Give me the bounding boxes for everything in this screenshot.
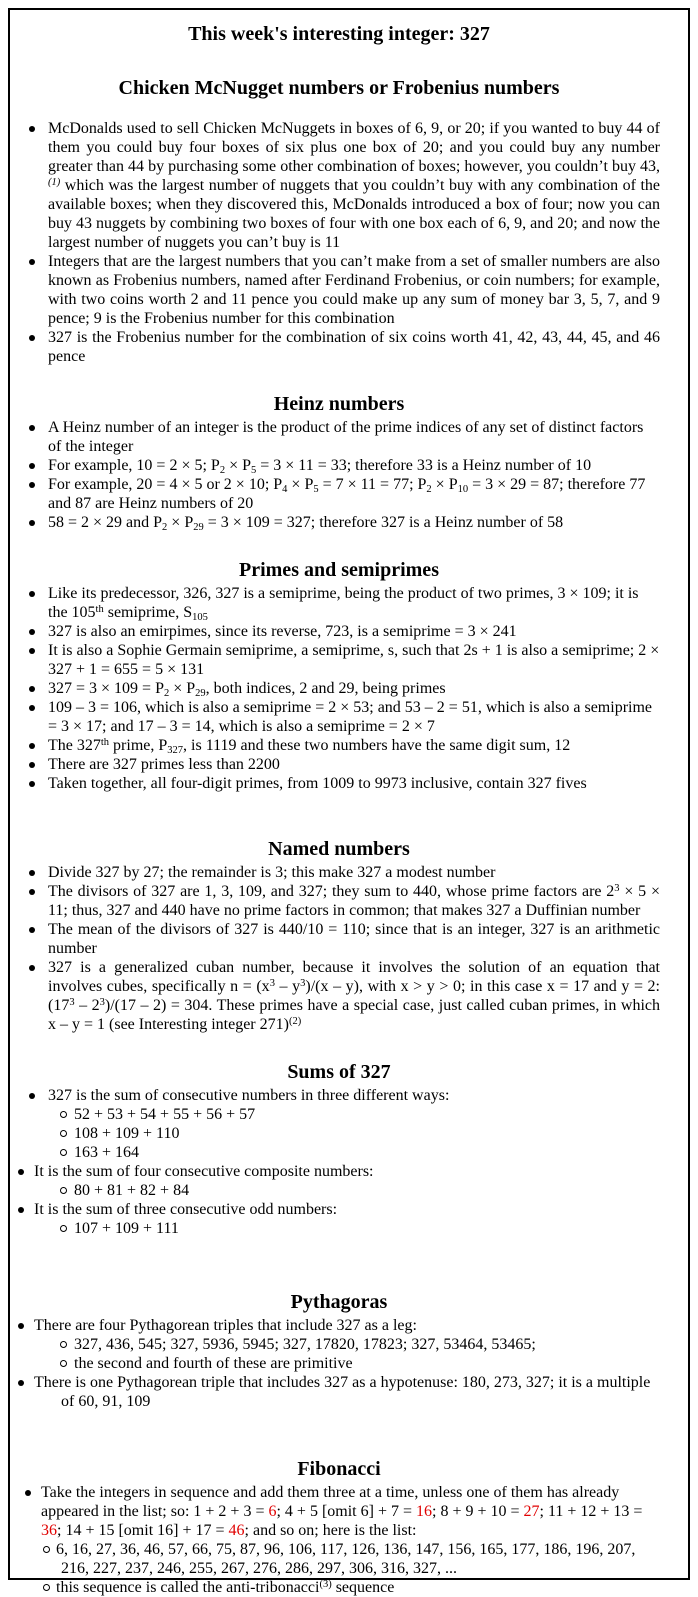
bullet-text: [41, 1484, 642, 1539]
sub-bullet-item: [18, 1181, 660, 1200]
text-run: )/(x – y), with x > y > 0; in this case x = 17 and y = 2: (17: [48, 978, 661, 1014]
text-run: There are 327 primes less than 2200: [48, 756, 280, 773]
section-sums: [18, 1060, 660, 1238]
text-run: × P: [167, 514, 194, 531]
subscript: 29: [195, 688, 206, 699]
text-run: × 5 × 11; thus, 327 and 440 have no prime factors in common; that makes 327 a Duffinian number: [48, 883, 660, 919]
highlighted-number: 6: [268, 1503, 277, 1520]
superscript: 3: [69, 997, 75, 1008]
bullet-text: [48, 699, 652, 735]
text-run: 107 + 109 + 111: [74, 1220, 179, 1237]
bullet-text: [74, 1125, 179, 1142]
bullet-text: [48, 623, 517, 640]
section-fibonacci: [18, 1457, 660, 1597]
text-run: There are four Pythagorean triples that include 327 as a leg:: [34, 1317, 417, 1334]
superscript: 3: [99, 997, 105, 1008]
text-run: × P: [225, 457, 251, 474]
bullet-text: [48, 756, 280, 773]
text-run: 327 is also an emirpimes, since its reverse, 723, is a semiprime = 3 × 241: [48, 623, 517, 640]
section-named: [18, 837, 660, 1034]
section-heading: Heinz numbers: [273, 393, 405, 415]
text-run: ; 14 + 15 [omit 16] + 17 =: [57, 1522, 229, 1539]
subscript: 2: [163, 688, 170, 699]
disc-bullet-icon: [29, 259, 35, 265]
superscript: (2): [288, 1016, 302, 1027]
document-body: [18, 76, 660, 1597]
bullet-item: [18, 755, 660, 774]
bullet-text: [74, 1144, 139, 1161]
disc-bullet-icon: [29, 591, 35, 597]
bullet-text: [48, 476, 645, 512]
disc-bullet-icon: [18, 1207, 24, 1213]
text-run: = 3 × 109 = 327; therefore 327 is a Heinz number of 58: [203, 514, 564, 531]
sub-bullet-item: [18, 1124, 660, 1143]
text-run: For example, 20 = 4 × 5 or 2 × 10; P: [48, 476, 283, 493]
superscript: (1): [48, 177, 61, 188]
disc-bullet-icon: [29, 762, 35, 768]
disc-bullet-icon: [29, 126, 35, 132]
bullet-item: [18, 736, 660, 755]
text-run: ; 4 + 5 [omit 6] + 7 =: [276, 1503, 416, 1520]
sub-bullet-item: [18, 1219, 660, 1238]
subscript: 10: [457, 484, 469, 495]
bullet-text: [48, 419, 643, 455]
text-run: Take the integers in sequence and add them three at a time, unless one of them has already appeared in the list; so: 1 + 2 + 3 =: [41, 1484, 620, 1520]
superscript: 3: [300, 978, 306, 989]
disc-bullet-icon: [29, 463, 35, 469]
disc-bullet-icon: [18, 1169, 24, 1175]
disc-bullet-icon: [29, 927, 35, 933]
text-run: which was the largest number of nuggets that you couldn’t buy with any combination of the available boxes; when they discovered this, McDonalds introduced a box of four; now you can buy 43 nuggets by combining two boxes of four with one box each of 6, 9, and 20; and now the largest number of nuggets you can’t buy is 11: [48, 177, 660, 251]
text-run: , is 1119 and these two numbers have the same digit sum, 12: [183, 737, 571, 754]
bullet-text: [74, 1106, 255, 1123]
text-run: – 2: [74, 997, 100, 1014]
subscript: 105: [192, 612, 208, 623]
sub-bullet-item: [18, 1143, 660, 1162]
bullet-item: [18, 456, 660, 475]
circle-bullet-icon: [43, 1546, 50, 1553]
disc-bullet-icon: [29, 335, 35, 341]
text-run: 109 – 3 = 106, which is also a semiprime = 2 × 53; and 53 – 2 = 51, which is also a semiprime = 3 × 17; and 17 – 3 = 14, which is also a semiprime = 2 × 7: [48, 699, 653, 735]
circle-bullet-icon: [60, 1225, 67, 1232]
disc-bullet-icon: [29, 686, 35, 692]
disc-bullet-icon: [29, 743, 35, 749]
text-run: It is the sum of three consecutive odd numbers:: [34, 1201, 338, 1218]
bullet-text: [48, 329, 660, 365]
document-border-box: [8, 8, 690, 1596]
bullet-text: [56, 1579, 394, 1596]
text-run: this sequence is called the anti-tribonacci: [56, 1579, 320, 1596]
highlighted-number: 16: [416, 1503, 432, 1520]
superscript: 3: [614, 883, 620, 894]
bullet-text: [48, 864, 495, 881]
text-run: Like its predecessor, 326, 327 is a semiprime, being the product of two primes, 3 × 109; it is the 105: [48, 585, 639, 621]
section-primes: [18, 558, 660, 793]
circle-bullet-icon: [60, 1149, 67, 1156]
text-run: There is one Pythagorean triple that includes 327 as a hypotenuse: 180, 273, 327; it is a multiple of 60, 91, 109: [34, 1374, 651, 1410]
disc-bullet-icon: [29, 965, 35, 971]
text-run: 80 + 81 + 82 + 84: [74, 1182, 190, 1199]
text-run: 327 is the sum of consecutive numbers in three different ways:: [48, 1087, 450, 1104]
disc-bullet-icon: [29, 425, 35, 431]
text-run: sequence: [331, 1579, 395, 1596]
text-run: ; and so on; here is the list:: [244, 1522, 417, 1539]
bullet-text: [48, 253, 660, 327]
bullet-item: [18, 882, 660, 920]
superscript: 3: [269, 978, 275, 989]
section-heading: Named numbers: [268, 838, 410, 860]
superscript: (3): [319, 1579, 332, 1590]
section-heading: Primes and semiprimes: [239, 559, 439, 581]
bullet-text: [74, 1220, 179, 1237]
subscript: 5: [250, 465, 257, 476]
superscript: th: [95, 604, 104, 615]
bullet-item: [18, 698, 660, 736]
disc-bullet-icon: [29, 629, 35, 635]
text-run: It is the sum of four consecutive composite numbers:: [34, 1163, 374, 1180]
bullet-item: [18, 679, 660, 698]
disc-bullet-icon: [29, 889, 35, 895]
disc-bullet-icon: [18, 1323, 24, 1329]
text-run: 327 = 3 × 109 = P: [48, 680, 164, 697]
bullet-text: [34, 1201, 337, 1218]
section-heading: Sums of 327: [287, 1061, 391, 1083]
text-run: 327 is the Frobenius number for the combination of six coins worth 41, 42, 43, 44, 45, and 46 pence: [48, 329, 660, 365]
section-heinz: [18, 392, 660, 532]
text-run: Integers that are the largest numbers that you can’t make from a set of smaller numbers are also known as Frobenius numbers, named after Ferdinand Frobenius, or coin numbers; for example, with two coins worth 2 and 11 pence you could make up any sum of money bar 3, 5, 7, and 9 pence; 9 is the Frobenius number for this combination: [48, 253, 660, 327]
text-run: = 7 × 11 = 77; P: [318, 476, 427, 493]
text-run: semiprime, S: [103, 604, 193, 621]
text-run: It is also a Sophie Germain semiprime, a semiprime, s, such that 2s + 1 is also a semiprime; 2 × 327 + 1 = 655 = 5 × 131: [48, 642, 660, 678]
text-run: the second and fourth of these are primitive: [74, 1355, 353, 1372]
text-run: A Heinz number of an integer is the product of the prime indices of any set of distinct factors of the integer: [48, 419, 644, 455]
circle-bullet-icon: [60, 1341, 67, 1348]
bullet-item: [18, 328, 660, 366]
bullet-item: [18, 1483, 660, 1540]
bullet-text: [48, 642, 659, 678]
text-run: = 3 × 29 = 87; therefore 77 and 87 are Heinz numbers of 20: [48, 476, 646, 512]
bullet-text: [48, 120, 660, 251]
sub-bullet-item: [18, 1540, 660, 1578]
bullet-item: [18, 252, 660, 328]
section-mcnugget: [18, 76, 660, 366]
bullet-text: [56, 1541, 635, 1577]
subscript: 2: [219, 465, 226, 476]
text-run: = 3 × 11 = 33; therefore 33 is a Heinz number of 10: [256, 457, 592, 474]
bullet-text: [48, 959, 660, 1033]
subscript: 4: [282, 484, 288, 495]
text-run: For example, 10 = 2 × 5; P: [48, 457, 220, 474]
bullet-text: [48, 514, 563, 531]
disc-bullet-icon: [29, 482, 35, 488]
text-run: ; 11 + 12 + 13 =: [539, 1503, 643, 1520]
disc-bullet-icon: [25, 1490, 31, 1496]
circle-bullet-icon: [60, 1187, 67, 1194]
text-run: McDonalds used to sell Chicken McNuggets in boxes of 6, 9, or 20; if you wanted to buy 44 of them you could buy four boxes of six plus one box of 20; and you could buy any number greater than 44 by purchasing some other combination of boxes; however, you couldn’t buy 43,: [48, 120, 660, 175]
highlighted-number: 27: [523, 1503, 540, 1520]
subscript: 5: [313, 484, 319, 495]
text-run: 163 + 164: [74, 1144, 140, 1161]
disc-bullet-icon: [29, 520, 35, 526]
text-run: Divide 327 by 27; the remainder is 3; this make 327 a modest number: [48, 864, 496, 881]
bullet-item: [18, 641, 660, 679]
text-run: The divisors of 327 are 1, 3, 109, and 327; they sum to 440, whose prime factors are 2: [48, 883, 615, 900]
subscript: 327: [167, 745, 184, 756]
disc-bullet-icon: [29, 781, 35, 787]
bullet-item: [18, 1200, 660, 1219]
text-run: – y: [274, 978, 301, 995]
text-run: The mean of the divisors of 327 is 440/10 = 110; since that is an integer, 327 is an arithmetic number: [48, 921, 660, 957]
text-run: Taken together, all four-digit primes, from 1009 to 9973 inclusive, contain 327 fives: [48, 775, 587, 792]
subscript: 2: [162, 522, 168, 533]
bullet-text: [48, 585, 639, 621]
bullet-text: [74, 1336, 536, 1353]
section-heading: Pythagoras: [290, 1291, 388, 1313]
bullet-text: [48, 457, 591, 474]
bullet-text: [74, 1355, 353, 1372]
bullet-item: [18, 1162, 660, 1181]
section-pythagoras: [18, 1290, 660, 1411]
page-title: This week's interesting integer: 327: [188, 23, 490, 45]
sub-bullet-item: [18, 1354, 660, 1373]
subscript: 29: [193, 522, 204, 533]
bullet-text: [48, 921, 660, 957]
bullet-text: [48, 1087, 449, 1104]
text-run: The 327: [48, 737, 101, 754]
bullet-text: [34, 1163, 373, 1180]
bullet-item: [18, 774, 660, 793]
text-run: prime, P: [109, 737, 168, 754]
bullet-item: [18, 584, 660, 622]
text-run: ; 8 + 9 + 10 =: [432, 1503, 524, 1520]
sub-bullet-item: [18, 1335, 660, 1354]
bullet-text: [74, 1182, 189, 1199]
disc-bullet-icon: [29, 705, 35, 711]
superscript: th: [100, 737, 110, 748]
text-run: 52 + 53 + 54 + 55 + 56 + 57: [74, 1106, 256, 1123]
bullet-item: [18, 119, 660, 252]
bullet-text: [48, 883, 660, 919]
bullet-text: [48, 680, 446, 697]
subscript: 2: [426, 484, 432, 495]
highlighted-number: 36: [41, 1522, 57, 1539]
disc-bullet-icon: [29, 1093, 35, 1099]
bullet-item: [18, 863, 660, 882]
section-heading: Chicken McNugget numbers or Frobenius numbers: [118, 77, 560, 99]
text-run: 108 + 109 + 110: [74, 1125, 180, 1142]
bullet-item: [18, 475, 660, 513]
text-run: × P: [169, 680, 196, 697]
text-run: × P: [431, 476, 458, 493]
circle-bullet-icon: [60, 1111, 67, 1118]
disc-bullet-icon: [29, 870, 35, 876]
text-run: 327 is a generalized cuban number, because it involves the solution of an equation that involves cubes, specifically n = (x: [48, 959, 660, 995]
bullet-item: [18, 418, 660, 456]
bullet-item: [18, 513, 660, 532]
text-run: 327, 436, 545; 327, 5936, 5945; 327, 17820, 17823; 327, 53464, 53465;: [74, 1336, 536, 1353]
disc-bullet-icon: [29, 648, 35, 654]
text-run: , both indices, 2 and 29, being primes: [205, 680, 446, 697]
circle-bullet-icon: [60, 1360, 67, 1367]
bullet-item: [18, 958, 660, 1034]
text-run: 58 = 2 × 29 and P: [48, 514, 163, 531]
text-run: )/(17 – 2) = 304. These primes have a special case, just called cuban primes, in which x – y = 1 (see Interesting integer 271): [48, 997, 661, 1033]
bullet-item: [18, 1316, 660, 1335]
bullet-text: [48, 775, 587, 792]
circle-bullet-icon: [60, 1130, 67, 1137]
bullet-text: [48, 737, 570, 754]
bullet-text: [34, 1317, 417, 1334]
sub-bullet-item: [18, 1578, 660, 1597]
text-run: × P: [287, 476, 314, 493]
sub-bullet-item: [18, 1105, 660, 1124]
circle-bullet-icon: [43, 1584, 50, 1591]
bullet-item: [18, 622, 660, 641]
section-heading: Fibonacci: [297, 1458, 381, 1480]
text-run: 6, 16, 27, 36, 46, 57, 66, 75, 87, 96, 106, 117, 126, 136, 147, 156, 165, 177, 186, 196, 207, 216, 227, 237, 246, 255, 267, 276, 286, 297, 306, 316, 327, ...: [56, 1541, 636, 1577]
highlighted-number: 46: [228, 1522, 245, 1539]
bullet-item: [18, 920, 660, 958]
bullet-item: [18, 1373, 660, 1411]
disc-bullet-icon: [18, 1380, 24, 1386]
bullet-item: [18, 1086, 660, 1105]
bullet-text: [34, 1374, 650, 1410]
